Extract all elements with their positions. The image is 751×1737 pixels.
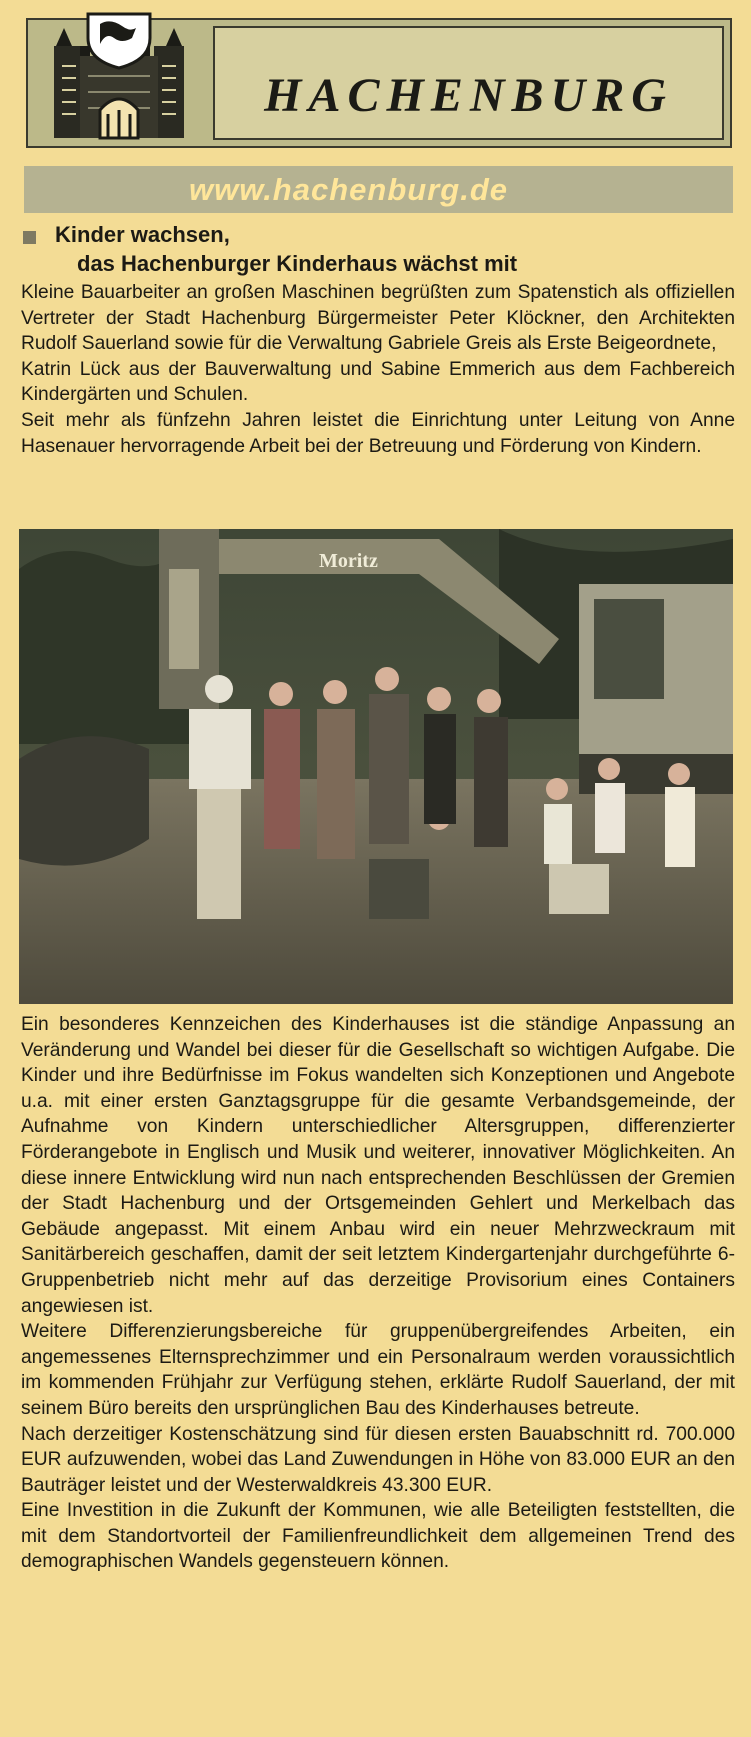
article-intro [21,280,735,459]
headline-line-1: Kinder wachsen, [55,222,230,247]
title-box [213,26,724,140]
intro-paragraph: Seit mehr als fünfzehn Jahren leistet die Einrichtung unter Leitung von Anne Hasenauer hervorragende Arbeit bei der Betreuung und Förderung von Kindern. [21,409,735,457]
body-paragraph: Ein besonderes Kennzeichen des Kinderhauses ist die ständige Anpassung an Veränderung und Wandel bei dieser für die Gesellschaft so wichtigen Aufgabe. Die Kinder und ihre Bedürfnisse im Fokus wandelten sich Konzeptionen und Angebote u.a. mit einer ersten Ganztagsgruppe für die gesamte Verbandsgemeinde, der Aufnahme von Kindern unterschiedlicher Altersgruppen, differenzierter Förderangebote in Englisch und Musik und weiterer, innovativer Möglichkeiten. An diese innere Entwicklung wird nun nach entsprechenden Beschlüssen der Gremien der Stadt Hachenburg und der Ortsgemeinden Gehlert und Merkelbach das Gebäude angepasst. Mit einem Anbau wird ein neuer Mehrzweckraum mit Sanitärbereich geschaffen, damit der seit letztem Kindergartenjahr durchgeführte 6-Gruppenbetrieb nicht mehr auf das derzeitige Provisorium eines Containers angewiesen ist. [21,1014,735,1317]
article-body [21,1012,735,1575]
coat-of-arms-icon [44,6,194,156]
excavator-label: Moritz [319,550,378,572]
body-paragraph: Weitere Differenzierungsbereiche für gruppenübergreifendes Arbeiten, ein angemessenes Elternsprechzimmer und ein Personalraum werden voraussichtlich im kommenden Frühjahr zur Verfügung stehen, erklärte Rudolf Sauerland, der mit seinem Büro bereits den ursprünglichen Bau des Kinderhauses betreute. [21,1321,735,1419]
group-photo [19,529,733,1004]
body-paragraph: Nach derzeitiger Kostenschätzung sind für diesen ersten Bauabschnitt rd. 700.000 EUR aufzuwenden, wobei das Land Zuwendungen in Höhe von 83.000 EUR an den Bauträger leistet und der Westerwaldkreis 43.300 EUR. [21,1423,735,1496]
headline-line-2: das Hachenburger Kinderhaus wächst mit [77,251,518,276]
intro-paragraph: Kleine Bauarbeiter an großen Maschinen begrüßten zum Spatenstich als offiziellen Vertreter der Stadt Hachenburg Bürgermeister Peter Klöckner, den Architekten Rudolf Sauerland sowie für die Verwaltung Gabriele Greis als Erste Beigeordnete, [21,282,735,355]
headline-bullet-icon [23,231,36,244]
page-title: HACHENBURG [264,69,673,122]
website-url[interactable]: www.hachenburg.de [189,172,508,207]
intro-paragraph: Katrin Lück aus der Bauverwaltung und Sabine Emmerich aus dem Fachbereich Kindergärten und Schulen. [21,358,735,406]
website-bar [24,166,733,213]
body-paragraph: Eine Investition in die Zukunft der Kommunen, wie alle Beteiligten feststellten, die mit dem Standortvorteil der Familienfreundlichkeit dem allgemeinen Trend des demographischen Wandels gegensteuern können. [21,1500,735,1573]
